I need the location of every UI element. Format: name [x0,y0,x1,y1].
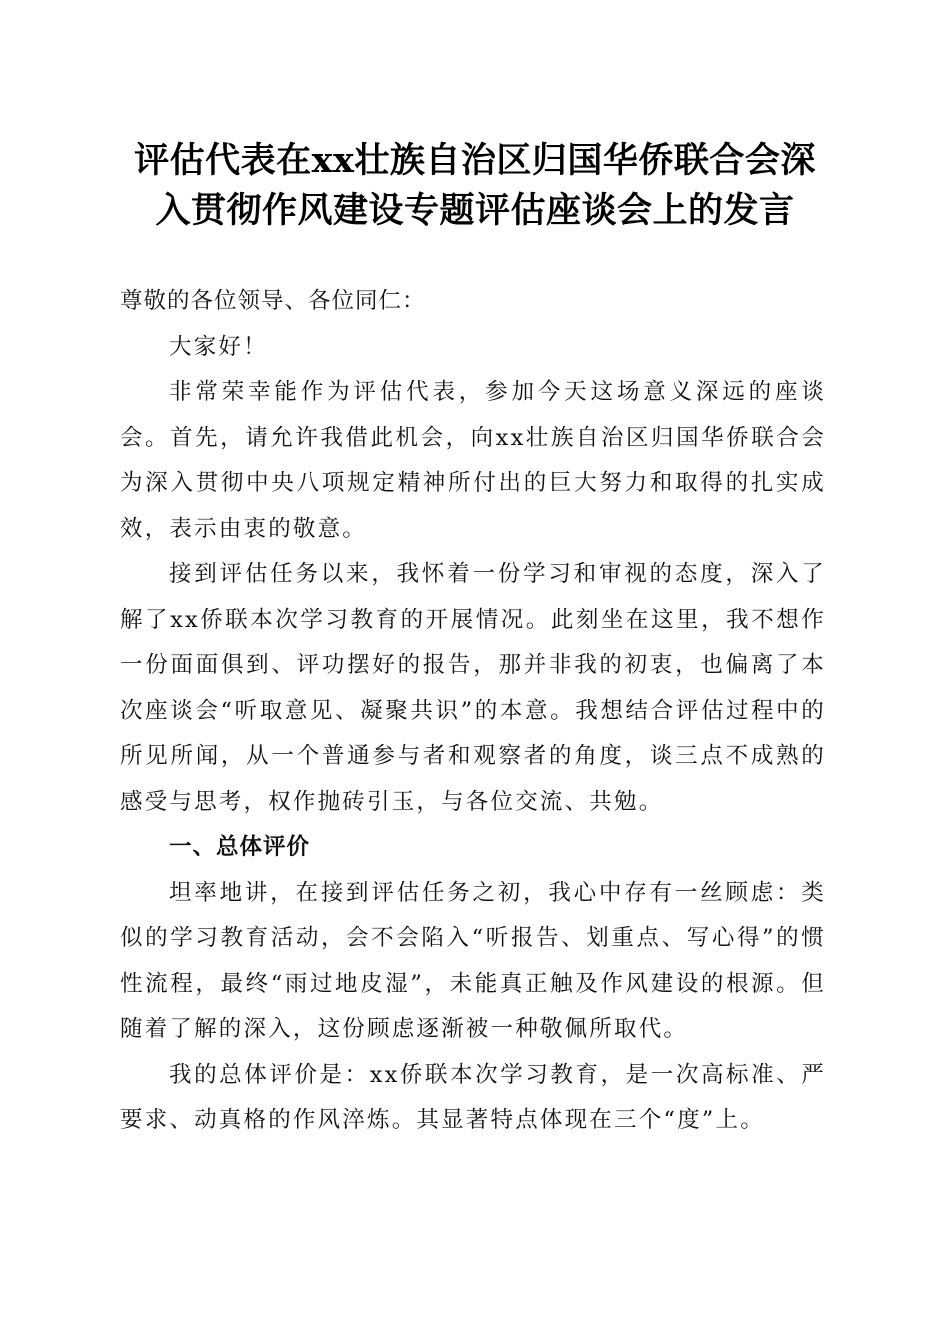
title-line-1: 评估代表在xx壮族自治区归国华侨联合会深 [134,140,816,181]
title-line-2: 入贯彻作风建设专题评估座谈会上的发言 [155,190,795,231]
section-heading: 一、总体评价 [169,834,311,860]
salutation: 尊敬的各位领导、各位同仁： [120,288,426,314]
paragraph-candid: 坦率地讲，在接到评估任务之初，我心中存有一丝顾虑：类似的学习教育活动，会不会陷入“听报告、划重点、写心得”的惯性流程，最终“雨过地皮湿”，未能真正触及作风建设的根源。但随着了解的深入，这份顾虑逐渐被一种敬佩所取代。 [120,879,826,1042]
paragraph-intent: 接到评估任务以来，我怀着一份学习和审视的态度，深入了解了xx侨联本次学习教育的开展情况。此刻坐在这里，我不想作一份面面俱到、评功摆好的报告，那并非我的初衷，也偏离了本次座谈会“听取意见、凝聚共识”的本意。我想结合评估过程中的所见所闻，从一个普通参与者和观察者的角度，谈三点不成熟的感受与思考，权作抛砖引玉，与各位交流、共勉。 [120,561,826,815]
greeting: 大家好！ [169,333,268,360]
paragraph-overall-evaluation: 我的总体评价是：xx侨联本次学习教育，是一次高标准、严要求、动真格的作风淬炼。其显著特点体现在三个“度”上。 [120,1061,826,1133]
paragraph-opening: 非常荣幸能作为评估代表，参加今天这场意义深远的座谈会。首先，请允许我借此机会，向xx壮族自治区归国华侨联合会为深入贯彻中央八项规定精神所付出的巨大努力和取得的扎实成效，表示由衷的敬意。 [120,379,826,542]
document-title [100,136,850,236]
document-body [120,279,826,1144]
